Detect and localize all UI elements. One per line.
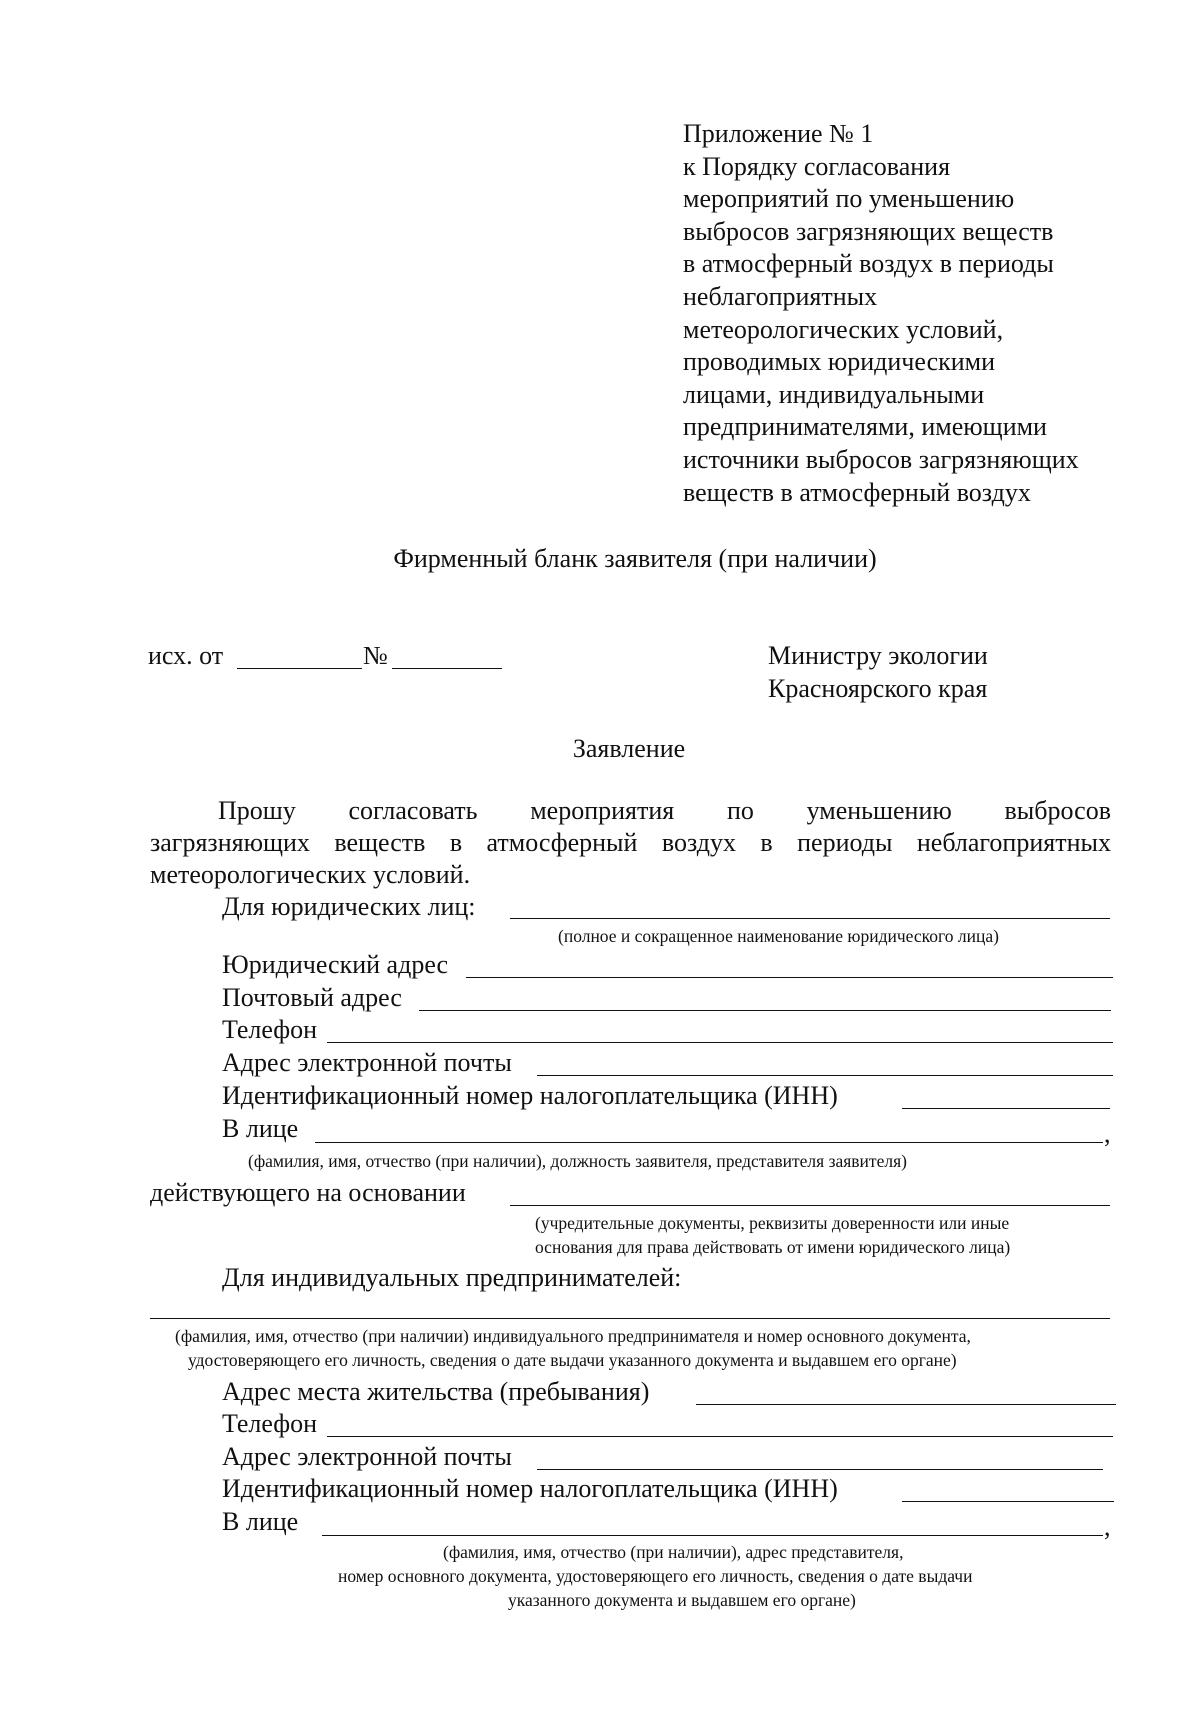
appendix-line: в атмосферный воздух в периоды: [683, 249, 1054, 279]
appendix-line: неблагоприятных: [683, 281, 878, 311]
appendix-line: метеорологических условий,: [683, 314, 1004, 344]
legal-email-field[interactable]: [537, 1075, 1113, 1076]
legal-represented-comma: ,: [1104, 1119, 1111, 1148]
appendix-line: проводимых юридическими: [683, 347, 996, 377]
outgoing-date-field[interactable]: [237, 668, 362, 669]
request-word: периоды: [797, 828, 893, 857]
basis-hint-1: (учредительные документы, реквизиты доверенности или иные: [535, 1213, 1010, 1233]
individual-phone-label: Телефон: [222, 1409, 318, 1438]
legal-inn-field[interactable]: [902, 1108, 1110, 1109]
letterhead-note: Фирменный бланк заявителя (при наличии): [393, 544, 877, 573]
appendix-line: предпринимателями, имеющими: [683, 412, 1047, 442]
document-title: Заявление: [572, 734, 686, 763]
request-word: в: [449, 828, 463, 857]
postal-address-label: Почтовый адрес: [222, 983, 402, 1012]
residence-label: Адрес места жительства (пребывания): [222, 1377, 650, 1406]
individual-rep-hint-2: номер основного документа, удостоверяющего его личность, сведения о дате выдачи: [338, 1566, 973, 1586]
individual-represented-comma: ,: [1104, 1512, 1111, 1541]
individual-email-label: Адрес электронной почты: [222, 1442, 512, 1471]
legal-represented-hint: (фамилия, имя, отчество (при наличии), должность заявителя, представителя заявителя): [248, 1151, 907, 1171]
request-word: согласовать: [348, 796, 478, 825]
appendix-line: веществ в атмосферный воздух: [683, 477, 1031, 507]
legal-address-label: Юридический адрес: [222, 950, 449, 979]
appendix-line: Приложение № 1: [683, 119, 874, 148]
legal-address-field[interactable]: [466, 977, 1113, 978]
individual-name-hint-2: удостоверяющего его личность, сведения о дате выдачи указанного документа и выдавшем его органе): [188, 1350, 957, 1370]
individual-rep-hint-1: (фамилия, имя, отчество (при наличии), адрес представителя,: [443, 1542, 904, 1562]
request-word: загрязняющих: [150, 828, 310, 857]
individual-heading: Для индивидуальных предпринимателей:: [222, 1263, 682, 1292]
appendix-line: лицами, индивидуальными: [683, 379, 985, 409]
individual-name-field[interactable]: [150, 1318, 1110, 1319]
request-word: по: [726, 796, 754, 825]
legal-phone-label: Телефон: [222, 1015, 318, 1044]
individual-phone-field[interactable]: [327, 1436, 1113, 1437]
acting-basis-field[interactable]: [510, 1205, 1110, 1206]
legal-name-field[interactable]: [510, 918, 1110, 919]
legal-represented-field[interactable]: [315, 1142, 1103, 1143]
request-word: уменьшению: [806, 796, 952, 825]
individual-name-hint-1: (фамилия, имя, отчество (при наличии) индивидуального предпринимателя и номер основного документа,: [175, 1326, 971, 1346]
legal-inn-label: Идентификационный номер налогоплательщика (ИНН): [222, 1081, 838, 1110]
individual-represented-label: В лице: [222, 1507, 299, 1536]
legal-name-hint: (полное и сокращенное наименование юридического лица): [558, 926, 999, 946]
request-word: выбросов: [1004, 796, 1111, 825]
outgoing-number-sign: №: [363, 641, 388, 670]
addressee-line-1: Министру экологии: [768, 641, 988, 670]
outgoing-number-field[interactable]: [392, 668, 502, 669]
request-word: атмосферный: [486, 828, 638, 857]
individual-email-field[interactable]: [537, 1469, 1103, 1470]
legal-represented-label: В лице: [222, 1114, 299, 1143]
request-word: воздух: [661, 828, 736, 857]
request-word: Прошу: [218, 796, 296, 825]
individual-inn-field[interactable]: [902, 1501, 1114, 1502]
request-line-3: метеорологических условий.: [150, 860, 471, 889]
appendix-line: выбросов загрязняющих веществ: [683, 216, 1054, 246]
postal-address-field[interactable]: [419, 1010, 1111, 1011]
request-word: веществ: [334, 828, 426, 857]
appendix-line: к Порядку согласования: [683, 151, 951, 181]
individual-represented-field[interactable]: [322, 1535, 1103, 1536]
individual-rep-hint-3: указанного документа и выдавшем его органе): [508, 1590, 856, 1610]
appendix-block: [683, 118, 1079, 509]
request-word: в: [760, 828, 773, 857]
legal-phone-field[interactable]: [327, 1042, 1113, 1043]
basis-hint-2: основания для права действовать от имени юридического лица): [535, 1237, 1011, 1257]
request-word: мероприятия: [530, 796, 675, 825]
request-line-2: [150, 827, 1111, 859]
individual-inn-label: Идентификационный номер налогоплательщика (ИНН): [222, 1474, 838, 1503]
outgoing-prefix: исх. от: [148, 641, 224, 670]
residence-field[interactable]: [696, 1404, 1116, 1405]
appendix-line: источники выбросов загрязняющих: [683, 444, 1079, 474]
addressee-line-2: Красноярского края: [768, 674, 988, 703]
legal-heading: Для юридических лиц:: [222, 892, 476, 921]
appendix-line: мероприятий по уменьшению: [683, 184, 1015, 214]
acting-basis-label: действующего на основании: [150, 1178, 466, 1207]
legal-email-label: Адрес электронной почты: [222, 1048, 512, 1077]
request-word: неблагоприятных: [916, 828, 1111, 857]
request-line-1: [218, 795, 1111, 827]
